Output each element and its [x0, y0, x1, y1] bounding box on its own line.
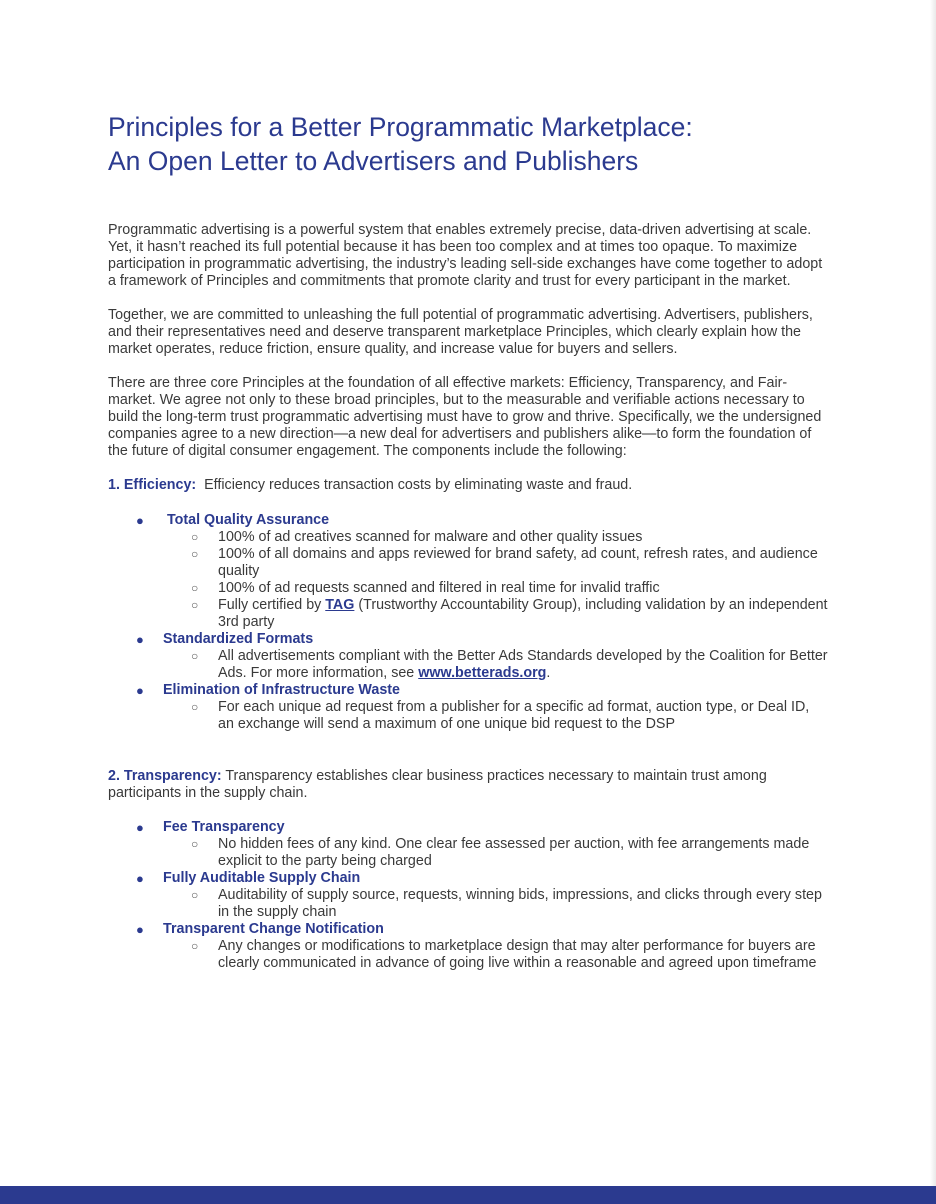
bullet-icon: ● [136, 513, 144, 528]
bullet-icon: ● [136, 820, 144, 835]
sub-bullet-icon: ○ [191, 649, 199, 663]
betterads-link[interactable]: www.betterads.org [418, 665, 547, 681]
sub-list-item [163, 938, 828, 972]
sub-item-text-post: . [546, 665, 551, 681]
transparency-list [108, 819, 828, 972]
transparency-text: Transparency establishes clear business practices necessary to maintain trust among participants in the supply chain. [108, 768, 771, 801]
sub-bullet-icon: ○ [191, 530, 199, 544]
sub-item-text: All advertisements compliant with the Better Ads Standards developed by the Coalition for Better Ads. For more information, see [218, 648, 831, 681]
tag-text-post: (Trustworthy Accountability Group), including validation by an independent 3rd party [218, 597, 832, 630]
sub-list-item [163, 580, 828, 597]
sub-bullet-icon: ○ [191, 837, 199, 851]
sub-list-item [163, 529, 828, 546]
bullet-icon: ● [136, 922, 144, 937]
efficiency-text: Efficiency reduces transaction costs by eliminating waste and fraud. [196, 477, 633, 493]
bullet-title: Total Quality Assurance [167, 512, 330, 528]
sub-list-item [163, 597, 832, 631]
transparency-section-heading [108, 768, 828, 802]
sub-bullet-icon: ○ [191, 547, 199, 561]
list-item [108, 819, 828, 870]
intro-paragraph-3: There are three core Principles at the foundation of all effective markets: Efficiency, Transparency, and Fair-market. We agree not only to these broad principles, but to the measurable and verifiable actions necessary to build the long-term trust programmatic advertising must have to grow and thrive. Specifically, we the undersigned companies agree to a new direction—a new deal for advertisers and publishers alike—to form the foundation of the future of digital consumer engagement. The components include the following: [108, 375, 822, 459]
sub-list [163, 836, 828, 870]
sub-bullet-icon: ○ [191, 598, 199, 612]
list-item [108, 512, 832, 631]
sub-item-text: Any changes or modifications to marketplace design that may alter performance for buyers are clearly communicated in advance of going live within a reasonable and agreed upon timeframe [218, 938, 817, 971]
efficiency-section-heading [108, 477, 828, 494]
intro-paragraph-2: Together, we are committed to unleashing the full potential of programmatic advertising. Advertisers, publishers, and their representatives need and deserve transparent marketplace Principles, which clearly explain how the market operates, reduce friction, ensure quality, and increase value for buyers and sellers. [108, 307, 813, 357]
list-item [108, 870, 828, 921]
title-line-1: Principles for a Better Programmatic Marketplace: [108, 112, 693, 142]
bullet-icon: ● [136, 683, 144, 698]
sub-item-text: For each unique ad request from a publisher for a specific ad format, auction type, or Deal ID, an exchange will send a maximum of one unique bid request to the DSP [218, 699, 810, 732]
bullet-title: Fee Transparency [163, 819, 285, 835]
efficiency-heading: 1. Efficiency: [108, 477, 197, 493]
sub-list-item [163, 699, 828, 733]
sub-list [163, 887, 828, 921]
sub-bullet-icon: ○ [191, 939, 199, 953]
title-line-2: An Open Letter to Advertisers and Publishers [108, 146, 639, 176]
list-item [108, 682, 828, 733]
sub-list-item [163, 648, 831, 682]
list-item [108, 921, 828, 972]
list-item [108, 631, 831, 682]
sub-bullet-icon: ○ [191, 581, 199, 595]
sub-item-text: No hidden fees of any kind. One clear fee assessed per auction, with fee arrangements made explicit to the party being charged [218, 836, 810, 869]
sub-list-item [163, 546, 828, 580]
sub-list-item [163, 836, 828, 870]
footer-bar [0, 1186, 936, 1204]
sub-list [163, 529, 832, 631]
efficiency-list [108, 512, 832, 733]
bullet-icon: ● [136, 632, 144, 647]
bullet-title: Elimination of Infrastructure Waste [163, 682, 400, 698]
transparency-heading: 2. Transparency: [108, 768, 222, 784]
sub-bullet-icon: ○ [191, 700, 199, 714]
sub-list [163, 648, 831, 682]
intro-paragraph-1: Programmatic advertising is a powerful system that enables extremely precise, data-driven advertising at scale. Yet, it hasn’t reached its full potential because it has been too complex and at times too opaque. To maximize participation in programmatic advertising, the industry’s leading sell-side exchanges have come together to adopt a framework of Principles and commitments that promote clarity and trust for every participant in the market. [108, 222, 823, 289]
tag-link[interactable]: TAG [325, 597, 355, 613]
document-title [108, 110, 828, 178]
bullet-title: Standardized Formats [163, 631, 314, 647]
bullet-title: Transparent Change Notification [163, 921, 384, 937]
sub-item-text: 100% of ad creatives scanned for malware and other quality issues [218, 529, 643, 545]
bullet-title: Fully Auditable Supply Chain [163, 870, 361, 886]
sub-list [163, 938, 828, 972]
sub-bullet-icon: ○ [191, 888, 199, 902]
sub-item-text: 100% of all domains and apps reviewed for brand safety, ad count, refresh rates, and audience quality [218, 546, 818, 579]
document-page [108, 110, 832, 972]
sub-list [163, 699, 828, 733]
tag-text-pre: Fully certified by [218, 597, 326, 613]
page-edge-shadow [930, 0, 936, 1204]
sub-item-text: Auditability of supply source, requests, winning bids, impressions, and clicks through every step in the supply chain [218, 887, 822, 920]
bullet-icon: ● [136, 871, 144, 886]
sub-list-item [163, 887, 828, 921]
sub-item-text: 100% of ad requests scanned and filtered in real time for invalid traffic [218, 580, 660, 596]
